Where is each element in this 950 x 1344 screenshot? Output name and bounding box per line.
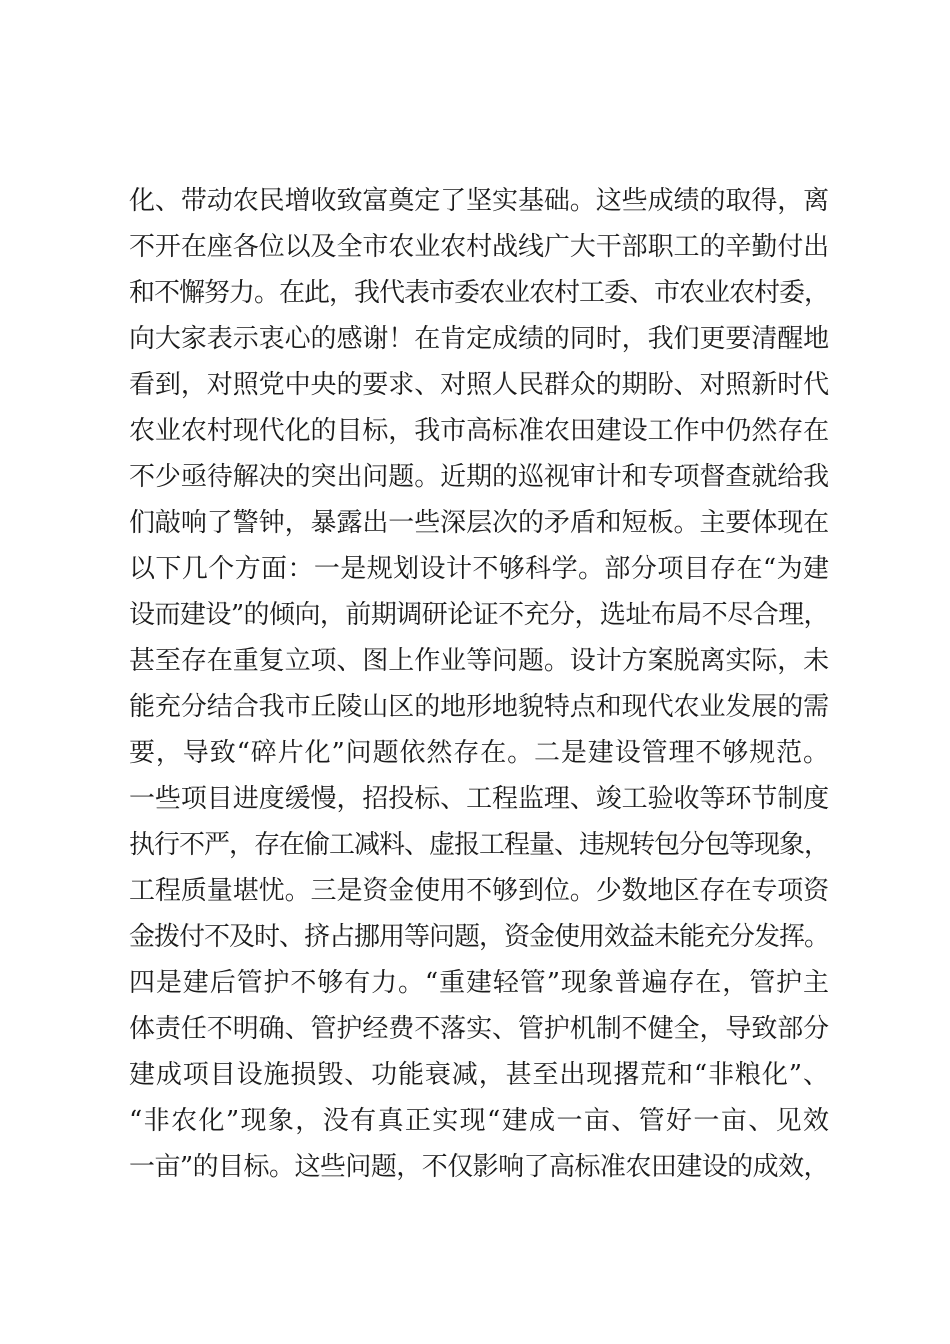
text-line: 要，导致“碎片化”问题依然存在。二是建设管理不够规范。 [129, 738, 829, 768]
text-line: 不开在座各位以及全市农业农村战线广大干部职工的辛勤付出 [129, 232, 830, 262]
text-line: 不少亟待解决的突出问题。近期的巡视审计和专项督查就给我 [129, 462, 830, 492]
text-line: 执行不严，存在偷工减料、虚报工程量、违规转包分包等现象， [129, 830, 830, 860]
text-line: 四是建后管护不够有力。“重建轻管”现象普遍存在，管护主 [129, 968, 829, 998]
body-text [129, 178, 829, 1190]
text-line: 建成项目设施损毁、功能衰减，甚至出现撂荒和“非粮化”、 [129, 1060, 829, 1090]
text-line: 体责任不明确、管护经费不落实、管护机制不健全，导致部分 [129, 1014, 830, 1044]
text-line: 工程质量堪忧。三是资金使用不够到位。少数地区存在专项资 [129, 876, 830, 906]
text-line: 化、带动农民增收致富奠定了坚实基础。这些成绩的取得，离 [129, 186, 830, 216]
text-line: 农业农村现代化的目标，我市高标准农田建设工作中仍然存在 [129, 416, 830, 446]
text-line: 看到，对照党中央的要求、对照人民群众的期盼、对照新时代 [129, 370, 830, 400]
text-line: 们敲响了警钟，暴露出一些深层次的矛盾和短板。主要体现在 [129, 508, 830, 538]
text-line: 以下几个方面：一是规划设计不够科学。部分项目存在“为建 [129, 554, 829, 584]
text-line: 一亩”的目标。这些问题，不仅影响了高标准农田建设的成效， [129, 1152, 829, 1182]
text-line: 和不懈努力。在此，我代表市委农业农村工委、市农业农村委， [129, 278, 830, 308]
text-line: 能充分结合我市丘陵山区的地形地貌特点和现代农业发展的需 [129, 692, 830, 722]
text-line: 设而建设”的倾向，前期调研论证不充分，选址布局不尽合理， [129, 600, 829, 630]
text-line: 甚至存在重复立项、图上作业等问题。设计方案脱离实际，未 [129, 646, 830, 676]
text-line: 一些项目进度缓慢，招投标、工程监理、竣工验收等环节制度 [129, 784, 830, 814]
text-line: 金拨付不及时、挤占挪用等问题，资金使用效益未能充分发挥。 [129, 922, 830, 952]
text-line: 向大家表示衷心的感谢！在肯定成绩的同时，我们更要清醒地 [129, 324, 830, 354]
text-line: “非农化”现象，没有真正实现“建成一亩、管好一亩、见效 [129, 1106, 829, 1136]
